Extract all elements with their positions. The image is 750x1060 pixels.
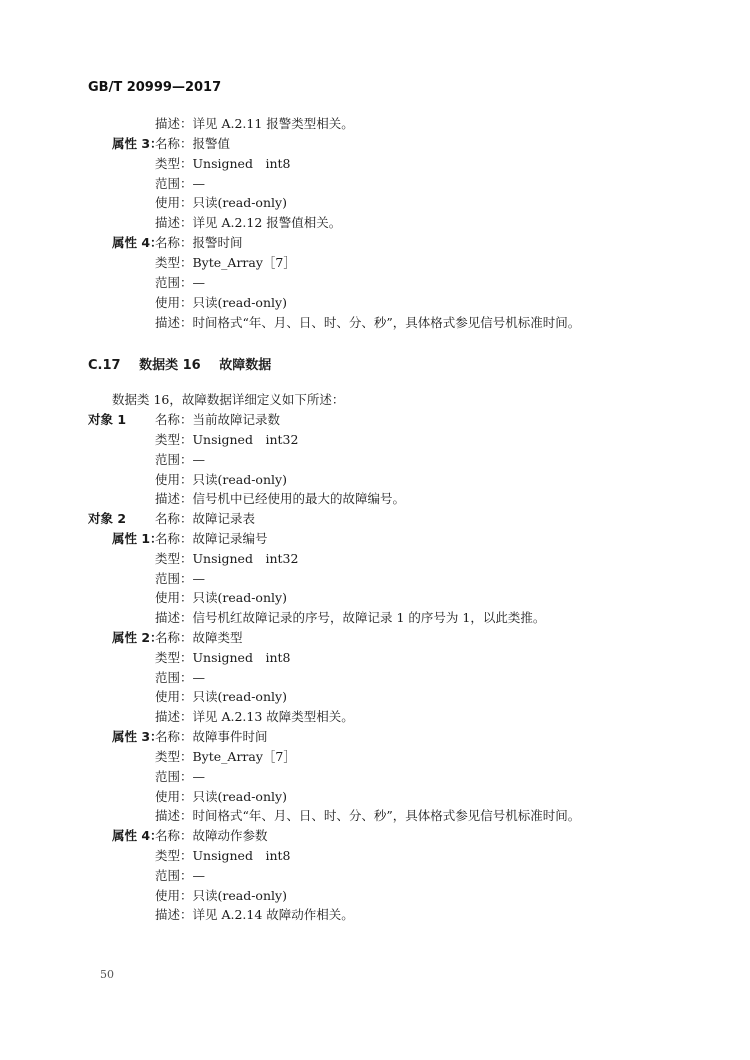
desc-line: 描述：详见 A.2.13 故障类型相关。 [155, 709, 354, 724]
name-line: 名称：故障类型 [155, 630, 243, 645]
range-line: 范围：— [155, 571, 206, 586]
section-number: C.17 [88, 358, 121, 373]
range-line: 范围：— [155, 868, 206, 883]
desc-line: 描述：时间格式“年、月、日、时、分、秒”，具体格式参见信号机标准时间。 [155, 808, 581, 823]
type-line: 类型：Byte_Array［7］ [155, 749, 296, 764]
section-heading [88, 354, 271, 373]
type-line: 类型：Unsigned int32 [155, 551, 299, 566]
name-line: 名称：当前故障记录数 [155, 412, 281, 427]
attr-label: 属性 2： [112, 630, 163, 645]
use-line: 使用：只读(read-only) [155, 590, 287, 605]
desc-line: 描述：信号机中已经使用的最大的故障编号。 [155, 491, 406, 506]
range-line: 范围：— [155, 769, 206, 784]
name-line: 名称：故障动作参数 [155, 828, 268, 843]
object-label: 对象 1 [88, 412, 127, 427]
type-line: 类型：Unsigned int32 [155, 432, 299, 447]
range-line: 范围：— [155, 176, 206, 191]
type-line: 类型：Byte_Array［7］ [155, 255, 296, 270]
name-line: 名称：报警时间 [155, 235, 243, 250]
range-line: 范围：— [155, 670, 206, 685]
name-line: 名称：报警值 [155, 136, 231, 151]
attr-label: 属性 3： [112, 136, 163, 151]
range-line: 范围：— [155, 275, 206, 290]
standard-code-header: GB/T 20999—2017 [88, 80, 222, 95]
use-line: 使用：只读(read-only) [155, 789, 287, 804]
attr-label: 属性 4： [112, 828, 163, 843]
desc-line: 描述：信号机红故障记录的序号，故障记录 1 的序号为 1，以此类推。 [155, 610, 546, 625]
page-number: 50 [100, 968, 114, 981]
intro-paragraph: 数据类 16，故障数据详细定义如下所述： [112, 392, 345, 407]
desc-line: 描述：详见 A.2.12 报警值相关。 [155, 215, 342, 230]
use-line: 使用：只读(read-only) [155, 295, 287, 310]
type-line: 类型：Unsigned int8 [155, 156, 291, 171]
name-line: 名称：故障事件时间 [155, 729, 268, 744]
range-line: 范围：— [155, 452, 206, 467]
desc-line: 描述：时间格式“年、月、日、时、分、秒”，具体格式参见信号机标准时间。 [155, 315, 581, 330]
type-line: 类型：Unsigned int8 [155, 848, 291, 863]
name-line: 名称：故障记录表 [155, 511, 256, 526]
object-label: 对象 2 [88, 511, 127, 526]
use-line: 使用：只读(read-only) [155, 195, 287, 210]
attr-label: 属性 4： [112, 235, 163, 250]
use-line: 使用：只读(read-only) [155, 472, 287, 487]
attr-label: 属性 1： [112, 531, 163, 546]
desc-line: 描述：详见 A.2.11 报警类型相关。 [155, 116, 354, 131]
attr-label: 属性 3： [112, 729, 163, 744]
name-line: 名称：故障记录编号 [155, 531, 268, 546]
section-title-part2: 故障数据 [219, 358, 272, 373]
section-title-part1: 数据类 16 [139, 358, 201, 373]
use-line: 使用：只读(read-only) [155, 689, 287, 704]
use-line: 使用：只读(read-only) [155, 888, 287, 903]
desc-line: 描述：详见 A.2.14 故障动作相关。 [155, 907, 354, 922]
type-line: 类型：Unsigned int8 [155, 650, 291, 665]
